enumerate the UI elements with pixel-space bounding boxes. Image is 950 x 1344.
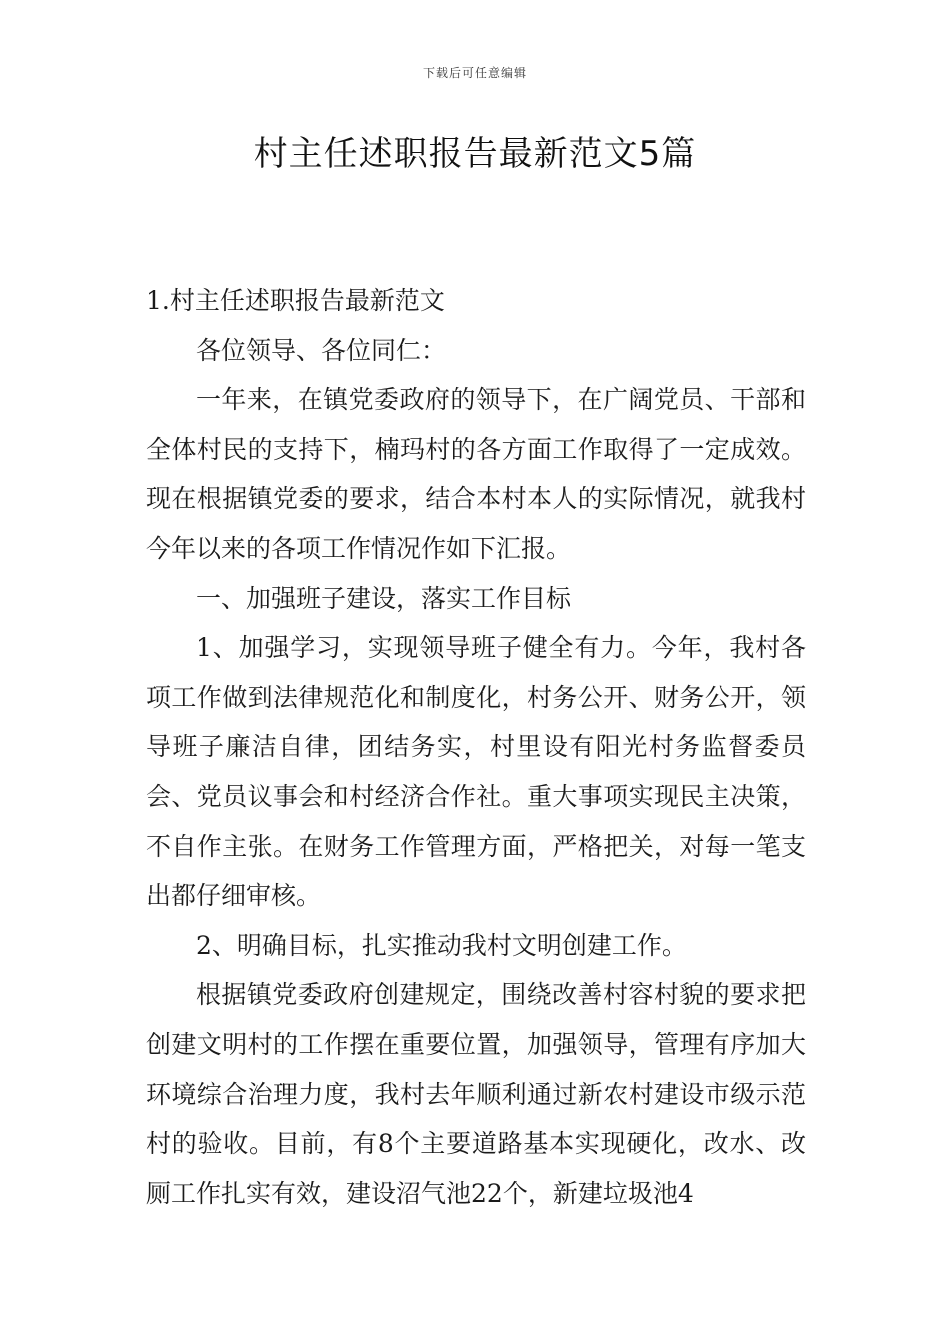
salutation: 各位领导、各位同仁：	[196, 335, 447, 365]
subheading: 一、加强班子建设，落实工作目标	[196, 583, 572, 613]
subheading: 2、明确目标，扎实推动我村文明创建工作。	[196, 930, 687, 960]
document-body	[146, 276, 806, 1218]
header-note: 下载后可任意编辑	[422, 66, 527, 80]
document-title: 村主任述职报告最新范文5篇	[253, 134, 697, 174]
section-heading: 1.村主任述职报告最新范文	[146, 286, 445, 315]
body-paragraph: 根据镇党委政府创建规定，围绕改善村容村貌的要求把创建文明村的工作摆在重要位置，加强领导，管理有序加大环境综合治理力度，我村去年顺利通过新农村建设市级示范村的验收。目前，有8个主要道路基本实现硬化，改水、改厕工作扎实有效，建设沼气池22个，新建垃圾池4	[146, 980, 806, 1208]
body-paragraph: 1、加强学习，实现领导班子健全有力。今年，我村各项工作做到法律规范化和制度化，村务公开、财务公开，领导班子廉洁自律，团结务实，村里设有阳光村务监督委员会、党员议事会和村经济合作社。重大事项实现民主决策，不自作主张。在财务工作管理方面，严格把关，对每一笔支出都仔细审核。	[146, 633, 806, 911]
body-paragraph: 一年来，在镇党委政府的领导下，在广阔党员、干部和全体村民的支持下，楠玛村的各方面工作取得了一定成效。现在根据镇党委的要求，结合本村本人的实际情况，就我村今年以来的各项工作情况作如下汇报。	[146, 385, 806, 563]
